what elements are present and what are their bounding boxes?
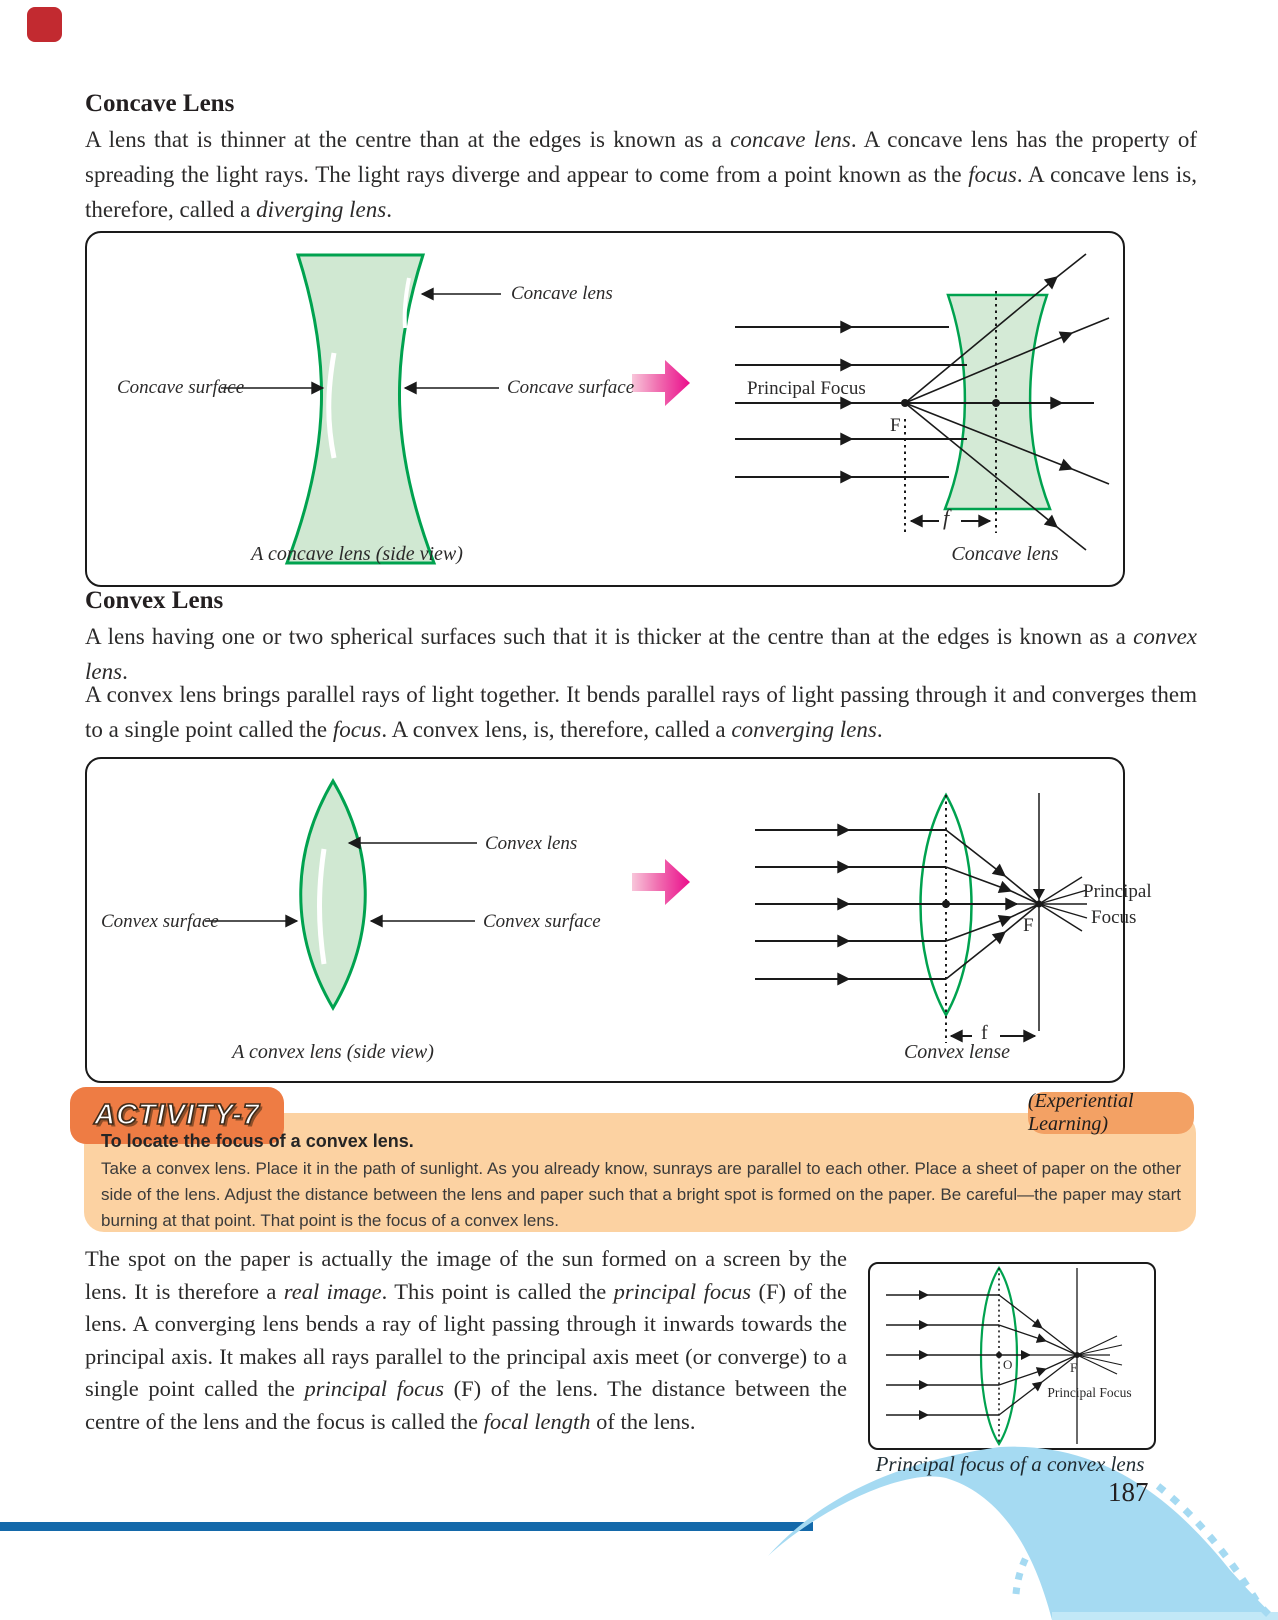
principal-focus-caption: Principal focus of a convex lens xyxy=(875,1452,1145,1476)
page-number: 187 xyxy=(1108,1477,1149,1507)
experiential-learning-tab xyxy=(1028,1092,1194,1134)
convex-ray-caption: Convex lense xyxy=(903,1041,1011,1063)
principal-focus-diagram xyxy=(870,1264,1154,1448)
concave-side-view-caption: A concave lens (side view) xyxy=(251,543,463,565)
principal-focus-label: Principal Focus xyxy=(1047,1385,1132,1400)
activity-heading: To locate the focus of a convex lens. xyxy=(101,1131,414,1151)
focal-length-label: f xyxy=(943,505,950,530)
figure-concave-lens xyxy=(85,231,1125,587)
page-corner-marker xyxy=(27,7,62,42)
concave-ray-caption: Concave lens xyxy=(951,543,1059,565)
experiential-learning-label: (Experiential Learning) xyxy=(1028,1090,1134,1135)
convex-paragraph-1: A lens having one or two spherical surfaces such that it is thicker at the centre than at the edges is known as a convex lens. xyxy=(85,624,1197,684)
concave-paragraph: A lens that is thinner at the centre than at the edges is known as a concave lens. A concave lens has the property of spreading the light rays. The light rays diverge and appear to come from a point known as the focus. A concave lens is, therefore, called a diverging lens. xyxy=(85,127,1197,222)
convex-lens-label: Convex lens xyxy=(485,833,578,854)
activity-body: Take a convex lens. Place it in the path of sunlight. As you already know, sunrays are parallel to each other. Place a sheet of paper on the other side of the lens. Adjust the distance between the lens and paper such that a bright spot is formed on the paper. Be careful—the paper may start burning at that point. That point is the focus of a convex lens. xyxy=(101,1159,1181,1230)
focus-point-label: F xyxy=(1070,1360,1078,1375)
figure-principal-focus xyxy=(868,1262,1156,1450)
footer-rule xyxy=(0,1522,813,1531)
principal-label-line1: Principal xyxy=(1083,881,1152,902)
concave-heading: Concave Lens xyxy=(85,90,235,117)
convex-surface-left-label: Convex surface xyxy=(101,911,219,932)
principal-label-line2: Focus xyxy=(1091,907,1137,928)
focus-point-label: F xyxy=(1023,915,1034,936)
convex-heading: Convex Lens xyxy=(85,587,224,614)
focus-point-label: F xyxy=(890,415,901,436)
closing-paragraph: The spot on the paper is actually the image of the sun formed on a screen by the lens. It is therefore a real image. This point is called the principal focus (F) of the lens. A converging lens bends a ray of light passing through it inwards towards the principal axis. It makes all rays parallel to the principal axis meet (or converge) to a single point called the principal focus (F) of the lens. The distance between the centre of the lens and the focus is called the focal length of the lens. xyxy=(85,1246,848,1434)
concave-surface-right-label: Concave surface xyxy=(507,377,635,398)
concave-lens-label: Concave lens xyxy=(511,283,613,304)
convex-lens-diagram xyxy=(87,759,1123,1081)
optical-centre-label: O xyxy=(1003,1357,1013,1372)
figure-convex-lens xyxy=(85,757,1152,1083)
focal-length-label: f xyxy=(981,1022,988,1044)
activity-title: ACTIVITY-7 xyxy=(94,1099,260,1131)
convex-side-view-caption: A convex lens (side view) xyxy=(232,1041,434,1063)
concave-surface-left-label: Concave surface xyxy=(117,377,245,398)
convex-paragraph-2: A convex lens brings parallel rays of light together. It bends parallel rays of light passing through it and converges them to a single point called the focus. A convex lens, is, therefore, called a converging lens. xyxy=(85,682,1197,742)
principal-focus-label: Principal Focus xyxy=(747,378,866,399)
convex-surface-right-label: Convex surface xyxy=(483,911,601,932)
